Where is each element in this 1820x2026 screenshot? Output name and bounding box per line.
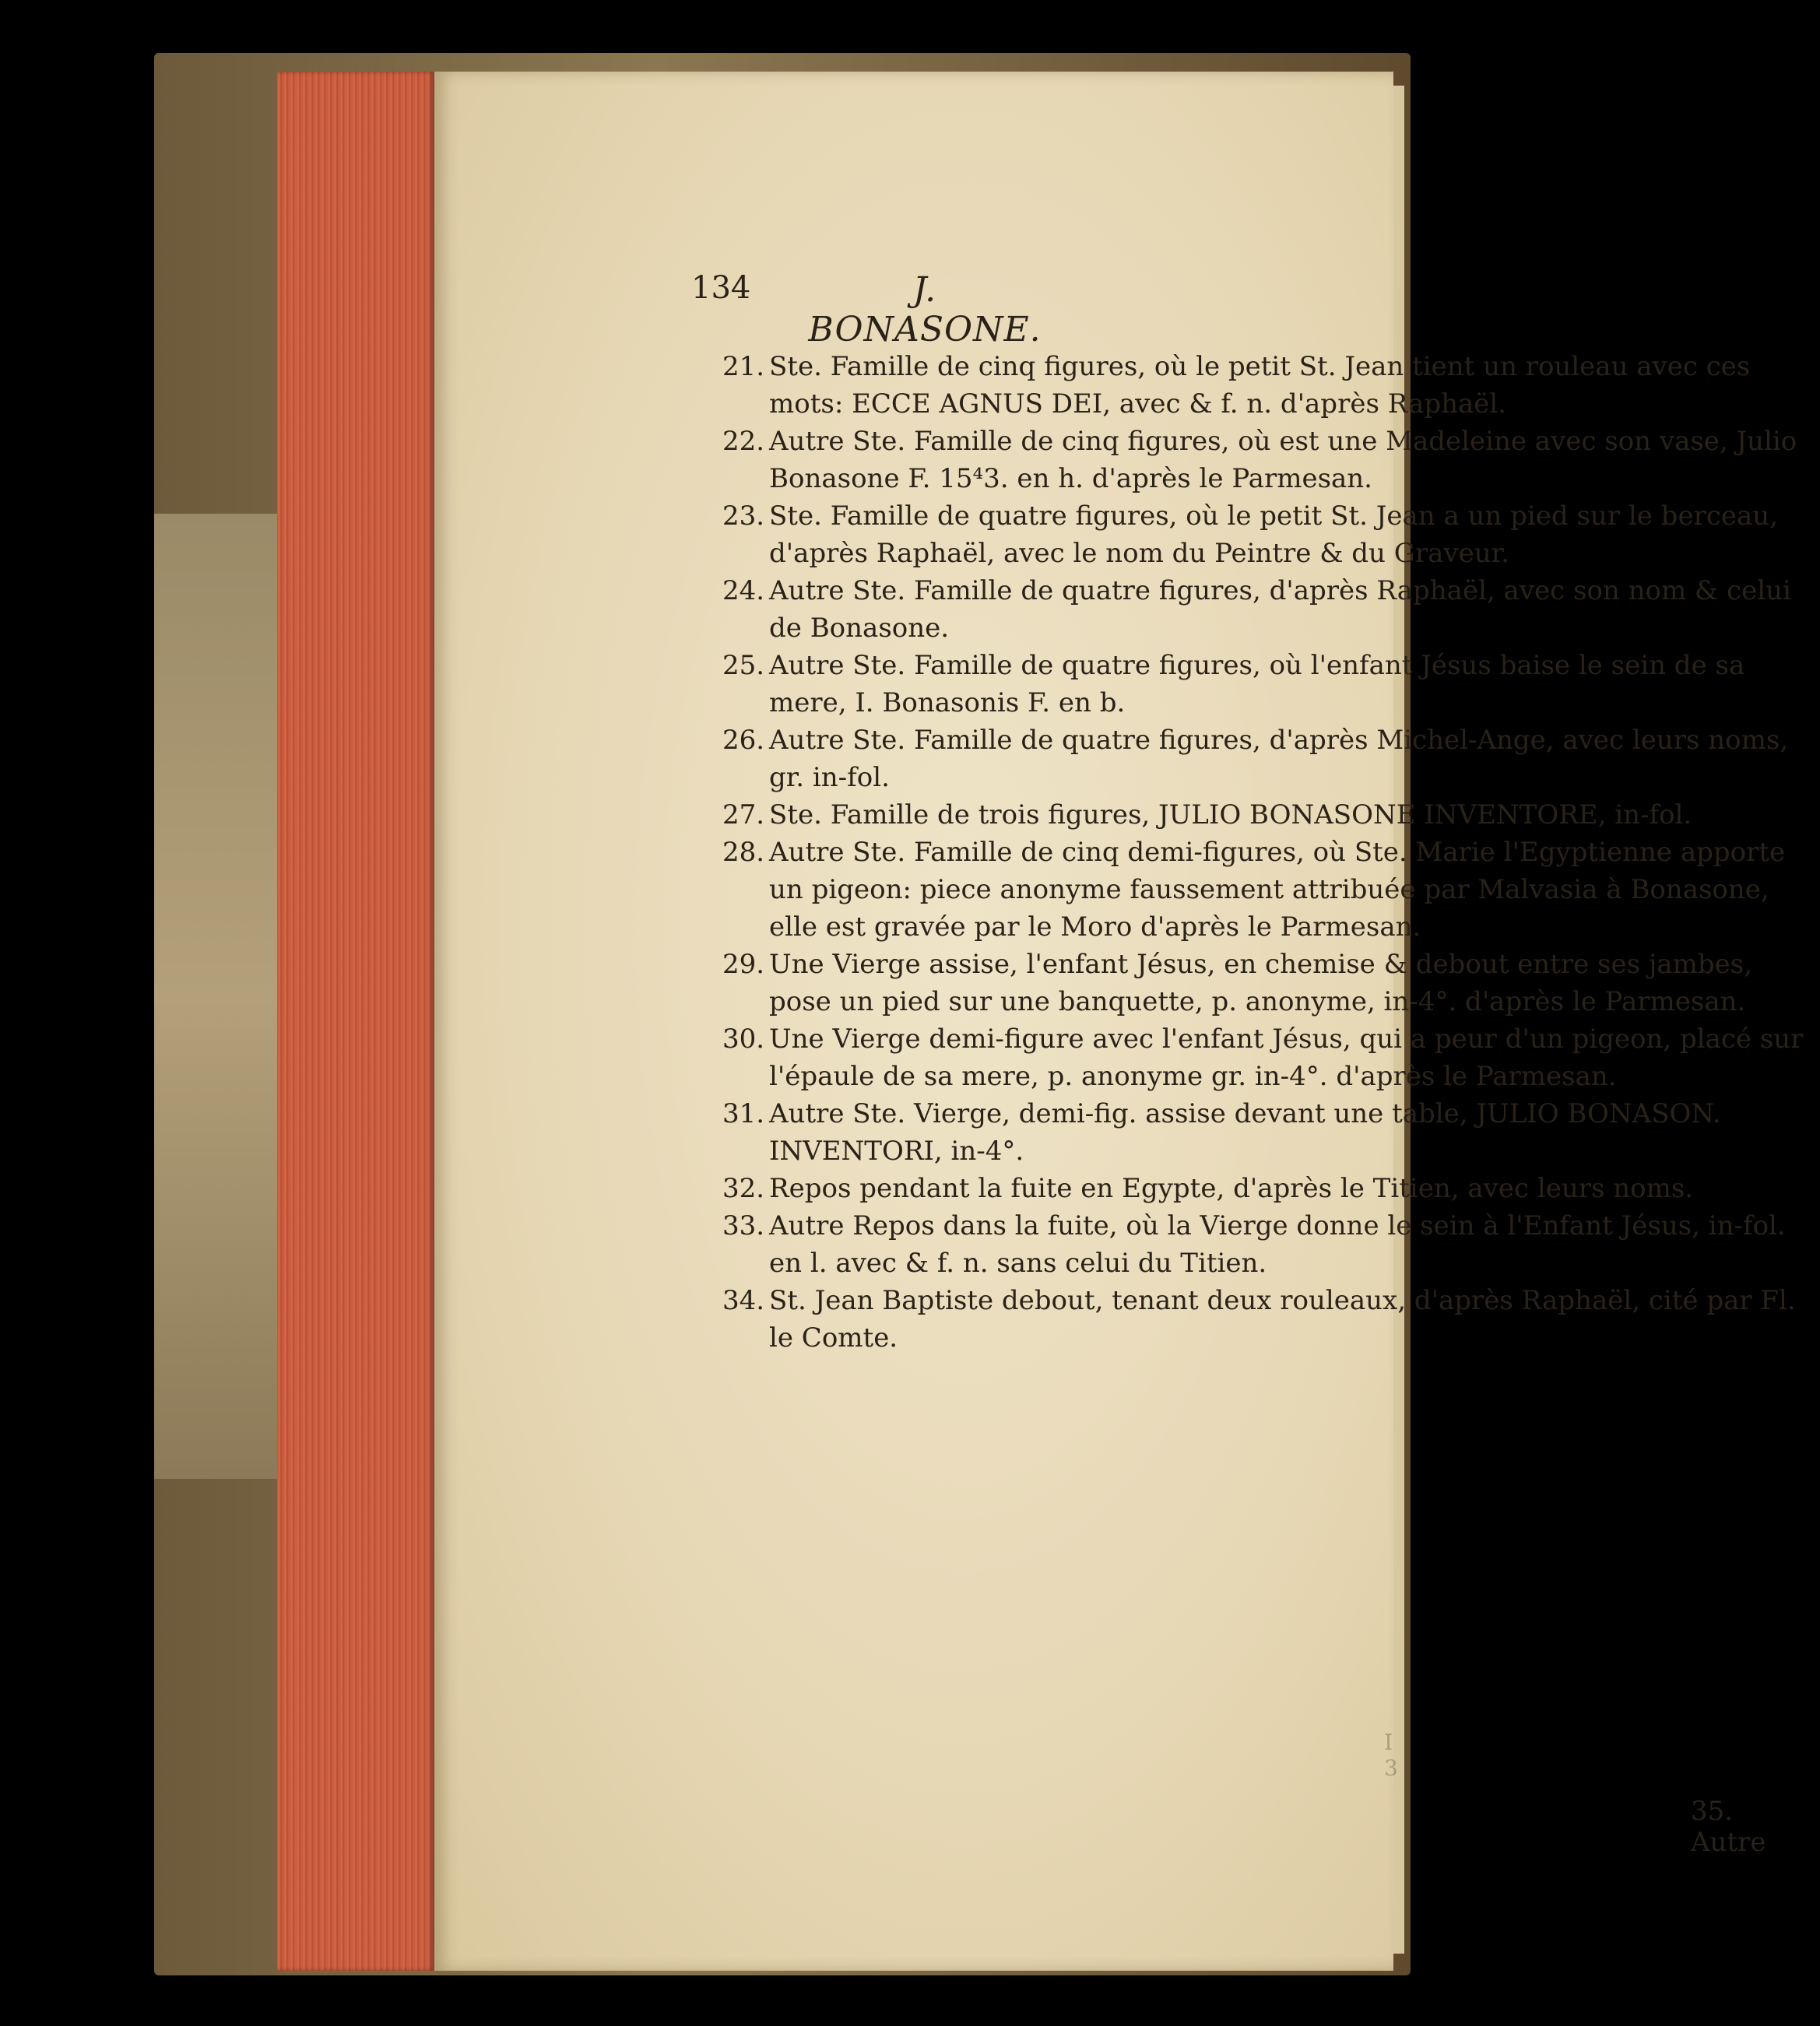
entry	[722, 722, 1820, 796]
entry-text: Autre Ste. Famille de quatre figures, où l'enfant Jésus baise le sein de sa mere, I. Bonasonis F. en b.	[769, 650, 1745, 718]
entry-text: Autre Ste. Famille de cinq figures, où est une Madeleine avec son vase, Julio Bonasone F. 15⁴3. en h. d'après le Parmesan.	[769, 426, 1797, 494]
page-content	[434, 72, 1804, 1971]
entry-number: 24.	[722, 575, 765, 606]
entry-text: Ste. Famille de cinq figures, où le petit St. Jean tient un rouleau avec ces mots: ECCE AGNUS DEI, avec & f. n. d'après Raphaël.	[769, 351, 1751, 420]
entry-number: 28.	[722, 837, 765, 868]
entry-text: Autre Ste. Famille de quatre figures, d'après Michel-Ange, avec leurs noms, gr. in-fol.	[769, 725, 1789, 793]
entry	[722, 946, 1820, 1020]
entry-text: Autre Ste. Famille de quatre figures, d'après Raphaël, avec son nom & celui de Bonasone.	[769, 575, 1791, 644]
signature-mark: I 3	[1384, 1729, 1398, 1781]
entry-text: Autre Repos dans la fuite, où la Vierge donne le sein à l'Enfant Jésus, in-fol. en l. avec & f. n. sans celui du Titien.	[769, 1210, 1786, 1279]
entry-text: Autre Ste. Famille de cinq demi-figures, où Ste. Marie l'Egyptienne apporte un pigeon: piece anonyme faussement attribuée par Malvasia à Bonasone, elle est gravée par le Moro d'après le Parmesan.	[769, 837, 1786, 943]
book-page	[434, 72, 1804, 1971]
entry	[722, 796, 1820, 834]
entry-number: 32.	[722, 1173, 765, 1204]
entry	[722, 423, 1820, 497]
entry-number: 23.	[722, 500, 765, 532]
entry-number: 27.	[722, 799, 765, 830]
entry	[722, 647, 1820, 722]
entry-number: 22.	[722, 426, 765, 457]
entry	[722, 1170, 1820, 1207]
entry-number: 29.	[722, 949, 765, 980]
entry	[722, 834, 1820, 946]
entry-text: Autre Ste. Vierge, demi-fig. assise devant une table, JULIO BONASON. INVENTORI, in-4°.	[769, 1098, 1721, 1167]
catalogue-entries	[722, 348, 1820, 1357]
entry-text: Ste. Famille de trois figures, JULIO BONASONE INVENTORE, in-fol.	[769, 799, 1692, 830]
entry-number: 21.	[722, 351, 765, 382]
page-edges	[277, 72, 434, 1971]
entry-number: 33.	[722, 1210, 765, 1241]
entry-text: St. Jean Baptiste debout, tenant deux rouleaux, d'après Raphaël, cité par Fl. le Comte.	[769, 1285, 1796, 1354]
entry-number: 25.	[722, 650, 765, 681]
page-header	[434, 270, 1393, 349]
entry-number: 30.	[722, 1024, 765, 1055]
running-head: J. BONASONE.	[808, 270, 1042, 349]
entry	[722, 1095, 1820, 1170]
catchword: 35. Autre	[1691, 1796, 1766, 1858]
entry	[722, 497, 1820, 572]
entry	[722, 1282, 1820, 1357]
entry-number: 34.	[722, 1285, 765, 1316]
entry	[722, 1020, 1820, 1095]
entry-text: Une Vierge demi-figure avec l'enfant Jésus, qui a peur d'un pigeon, placé sur l'épaule de sa mere, p. anonyme gr. in-4°. d'après le Parmesan.	[769, 1024, 1804, 1092]
entry-text: Ste. Famille de quatre figures, où le petit St. Jean a un pied sur le berceau, d'après Raphaël, avec le nom du Peintre & du Graveur.	[769, 500, 1778, 569]
spine-band	[154, 514, 279, 1479]
entry	[722, 572, 1820, 647]
entry-number: 31.	[722, 1098, 765, 1129]
entry-text: Repos pendant la fuite en Egypte, d'après le Titien, avec leurs noms.	[769, 1173, 1694, 1204]
entry	[722, 348, 1820, 423]
entry-number: 26.	[722, 725, 765, 756]
entry	[722, 1207, 1820, 1282]
entry-text: Une Vierge assise, l'enfant Jésus, en chemise & debout entre ses jambes, pose un pied sur une banquette, p. anonyme, in-4°. d'après le Parmesan.	[769, 949, 1753, 1017]
page-number: 134	[691, 270, 751, 306]
